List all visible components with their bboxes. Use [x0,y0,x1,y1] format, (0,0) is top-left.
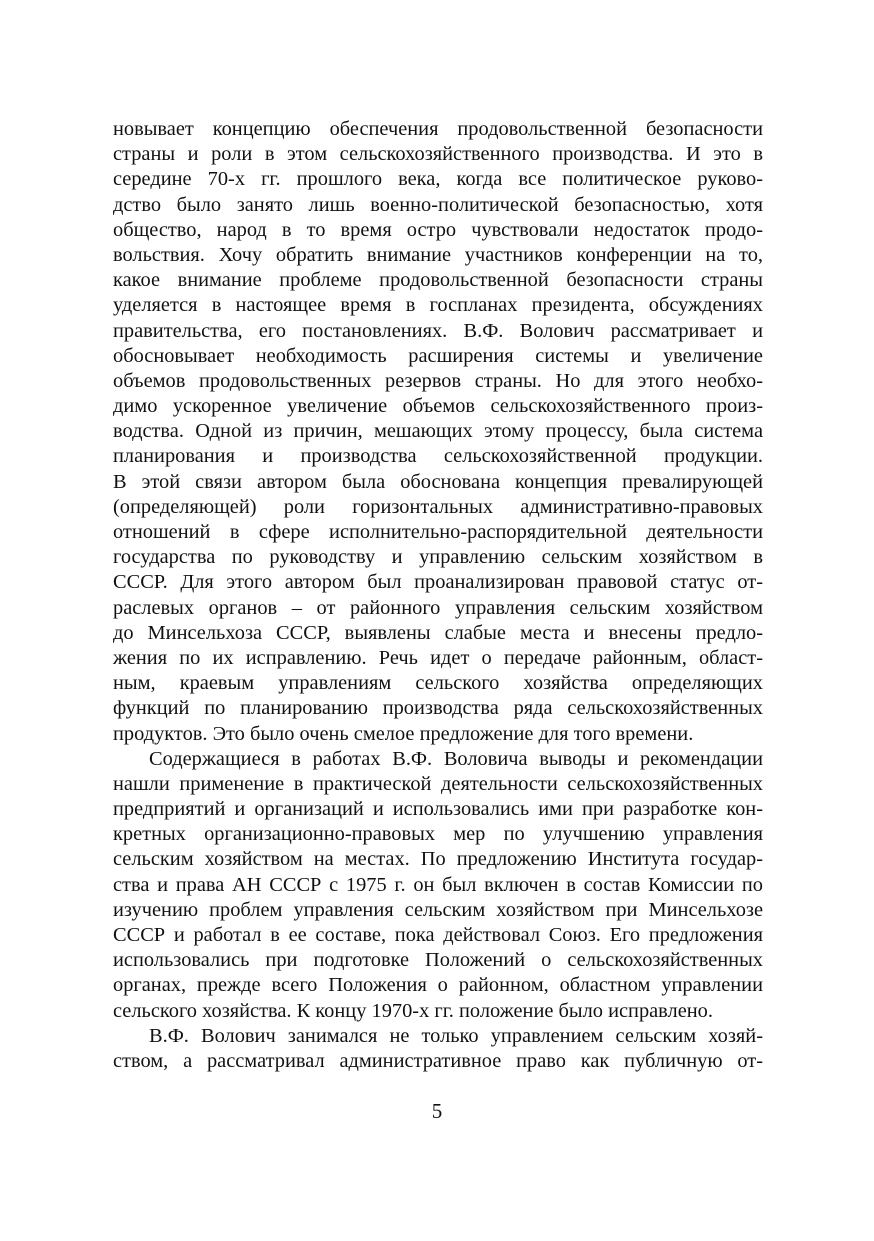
text-line: органах, прежде всего Положения о районном, областном управлении [113,974,763,997]
text-line: страны и роли в этом сельскохозяйственного производства. И это в [113,143,763,166]
text-line: сельским хозяйством на местах. По предложению Института государ- [113,848,763,871]
text-line: отношений в сфере исполнительно-распорядительной деятельности [113,521,763,543]
text-line: ным, краевым управлениям сельского хозяйства определяющих [113,672,763,695]
text-line: СССР и работал в ее составе, пока действовал Союз. Его предложения [113,924,763,946]
paragraph [113,117,763,747]
text-line: предприятий и организаций и использовались ими при разработке кон- [113,798,763,821]
text-line: какое внимание проблеме продовольственной безопасности страны [113,269,763,292]
text-line: В этой связи автором была обоснована концепция превалирующей [113,470,763,493]
text-line: государства по руководству и управлению сельским хозяйством в [113,546,763,569]
text-line: общество, народ в то время остро чувствовали недостаток продо- [113,218,763,241]
text-line: жения по их исправлению. Речь идет о передаче районным, област- [113,646,763,669]
text-line: ством, а рассматривал административное право как публичную от- [113,1049,763,1072]
text-line: до Минсельхоза СССР, выявлены слабые места и внесены предло- [113,621,763,644]
text-line: уделяется в настоящее время в госпланах президента, обсуждениях [113,294,763,317]
text-line: обосновывает необходимость расширения системы и увеличение [113,344,763,367]
text-line: кретных организационно-правовых мер по улучшению управления [113,823,763,846]
text-line: середине 70-х гг. прошлого века, когда все политическое руково- [113,168,763,191]
text-line: вольствия. Хочу обратить внимание участников конференции на то, [113,243,763,266]
paragraph [113,1024,763,1074]
text-line: Содержащиеся в работах В.Ф. Воловича выводы и рекомендации [149,747,763,770]
text-line: продуктов. Это было очень смелое предложение для того времени. [113,722,694,745]
text-line: димо ускоренное увеличение объемов сельскохозяйственного произ- [113,395,763,418]
text-line: водства. Одной из причин, мешающих этому процессу, была система [113,420,763,443]
text-line: объемов продовольственных резервов страны. Но для этого необхо- [113,369,763,392]
text-line: нашли применение в практической деятельности сельскохозяйственных [113,772,763,795]
text-line: планирования и производства сельскохозяйственной продукции. [113,445,763,468]
page-body [113,117,763,1074]
page-number: 5 [431,1099,443,1123]
text-line: дство было занято лишь военно-политической безопасностью, хотя [113,193,763,216]
text-line: новывает концепцию обеспечения продовольственной безопасности [113,118,763,140]
text-line: В.Ф. Волович занимался не только управлением сельским хозяй- [149,1024,763,1047]
text-line: раслевых органов – от районного управления сельским хозяйством [113,596,763,619]
text-line: правительства, его постановлениях. В.Ф. Волович рассматривает и [113,319,763,342]
text-line: СССР. Для этого автором был проанализирован правовой статус от- [113,571,763,594]
paragraph [113,747,763,1024]
text-line: ства и права АН СССР с 1975 г. он был включен в состав Комиссии по [113,873,763,896]
text-line: функций по планированию производства ряда сельскохозяйственных [113,697,763,720]
text-line: (определяющей) роли горизонтальных административно-правовых [113,495,763,518]
text-line: сельского хозяйства. К концу 1970-х гг. положение было исправлено. [113,999,713,1022]
text-line: использовались при подготовке Положений о сельскохозяйственных [113,949,763,972]
text-line: изучению проблем управления сельским хозяйством при Минсельхозе [113,898,763,921]
